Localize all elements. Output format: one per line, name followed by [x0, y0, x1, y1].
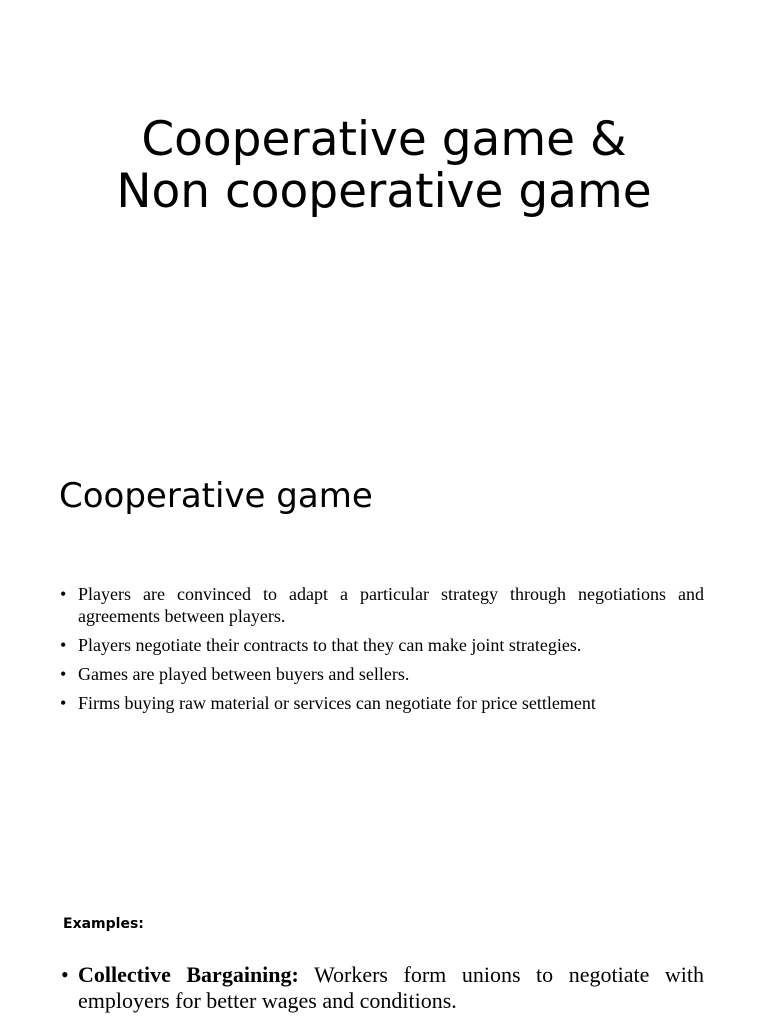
example-text: Workers form unions to negotiate with employers for better wages and conditions. — [78, 962, 704, 1013]
list-item — [60, 692, 704, 714]
slide-title-line-2: Non cooperative game — [116, 164, 652, 219]
bullet-icon: • — [60, 693, 67, 713]
bullet-icon: • — [61, 962, 69, 987]
list-item — [60, 663, 704, 685]
example-term: Collective Bargaining: — [78, 962, 299, 987]
bullet-icon: • — [60, 635, 67, 655]
list-item — [60, 634, 704, 656]
bullet-icon: • — [60, 664, 67, 684]
bullet-icon: • — [60, 584, 67, 604]
bullet-list — [60, 583, 704, 721]
title-slide — [0, 0, 768, 430]
bullet-text: Games are played between buyers and sellers. — [78, 664, 410, 684]
bullet-text: Players negotiate their contracts to that they can make joint strategies. — [78, 635, 582, 655]
bullet-text: Firms buying raw material or services can negotiate for price settlement — [78, 693, 596, 713]
bullet-text: Players are convinced to adapt a particular strategy through negotiations and agreements between players. — [78, 584, 704, 626]
slide-title-line-1: Cooperative game & — [141, 112, 627, 167]
example-list — [61, 962, 704, 1022]
example-item — [61, 962, 704, 1014]
examples-label: Examples: — [63, 916, 144, 932]
list-item — [60, 583, 704, 627]
section-heading: Cooperative game — [59, 476, 373, 516]
